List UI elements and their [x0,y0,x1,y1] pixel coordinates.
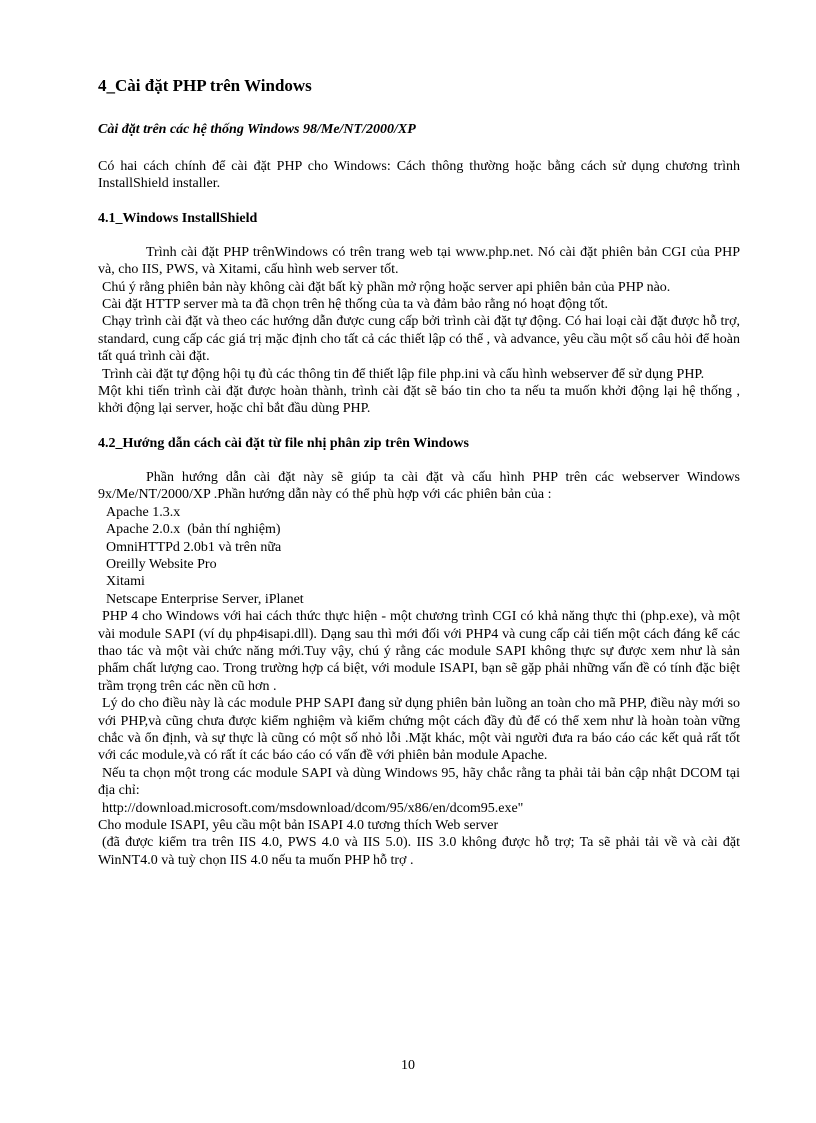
section-1-title: 4.1_Windows InstallShield [98,210,258,226]
server-list-item: Apache 2.0.x (bản thí nghiệm) [106,522,281,538]
intro-paragraph: Có hai cách chính để cài đặt PHP cho Windows: Cách thông thường hoặc bằng cách sử dụng chương trình InstallShield installer. [98,159,740,192]
document-page [98,76,740,869]
section-1-paragraph: Cài đặt HTTP server mà ta đã chọn trên hệ thống của ta và đảm bảo rằng nó hoạt động tốt. [102,297,609,313]
server-list-item: Netscape Enterprise Server, iPlanet [106,591,304,607]
server-list-item: Xitami [106,574,145,590]
page-heading: 4_Cài đặt PHP trên Windows [98,76,312,95]
section-2-paragraph: Lý do cho điều này là các module PHP SAPI đang sử dụng phiên bản luồng an toàn cho mã PHP, điều này mới so với PHP,và cũng chưa được kiểm nghiệm và kiểm chứng một cách đầy đủ để có thể xem như là hoàn toàn vững chắc và ổn định, và sự thực là cũng có một số nhỏ lỗi .Mặt khác, một vài người đưa ra báo cáo các kết quả rất tốt với các module,và có rất ít các báo cáo có vấn đề với phiên bản module Apache. [98,696,740,764]
section-2-title: 4.2_Hướng dẫn cách cài đặt từ file nhị phân zip trên Windows [98,435,469,451]
section-2-paragraph: Nếu ta chọn một trong các module SAPI và dùng Windows 95, hãy chắc rằng ta phải tải bản cập nhật DCOM tại địa chỉ: [98,765,740,799]
page-number: 10 [401,1058,415,1073]
section-2-paragraph: (đã được kiểm tra trên IIS 4.0, PWS 4.0 và IIS 5.0). IIS 3.0 không được hỗ trợ; Ta sẽ phải tải về và cài đặt WinNT4.0 và tuỳ chọn IIS 4.0 nếu ta muốn PHP hỗ trợ . [98,835,740,868]
section-2-paragraph: PHP 4 cho Windows với hai cách thức thực hiện - một chương trình CGI có khả năng thực thi (php.exe), và một vài module SAPI (ví dụ php4isapi.dll). Dạng sau thì mới đối với PHP4 và cung cấp cải tiến một cách đáng kể các thao tác và một vài chức năng mới.Tuy vậy, chú ý rằng các module SAPI không thực sự được xem như là sản phẩm chất lượng cao. Trong trường hợp cá biệt, với module ISAPI, bạn sẽ gặp phải những vấn đề có tính đặc biệt trầm trọng trên các nền cũ hơn . [98,609,740,694]
section-1-paragraph: Một khi tiến trình cài đặt được hoàn thành, trình cài đặt sẽ báo tin cho ta nếu ta muốn khởi động lại hệ thống , khởi động lại server, hoặc chỉ bắt đầu dùng PHP. [98,384,740,417]
section-2-paragraph: Cho module ISAPI, yêu cầu một bản ISAPI 4.0 tương thích Web server [98,818,499,833]
server-list-item: Oreilly Website Pro [106,556,217,572]
page-subtitle: Cài đặt trên các hệ thống Windows 98/Me/NT/2000/XP [98,122,416,137]
section-1-paragraph: Chú ý rằng phiên bản này không cài đặt bất kỳ phần mở rộng hoặc server api phiên bản của PHP nào. [102,279,671,295]
section-2-lead: Phần hướng dẫn cài đặt này sẽ giúp ta cài đặt và cấu hình PHP trên các webserver Windows 9x/Me/NT/2000/XP .Phần hướng dẫn này có thể phù hợp với các phiên bản của : [98,469,740,503]
server-list-item: OmniHTTPd 2.0b1 và trên nữa [106,539,282,555]
dcom-download-url: http://download.microsoft.com/msdownload/dcom/95/x86/en/dcom95.exe" [102,800,524,816]
section-1-paragraph: Chạy trình cài đặt và theo các hướng dẫn được cung cấp bởi trình cài đặt tự động. Có hai loại cài đặt được hỗ trợ, standard, cung cấp các giá trị mặc định cho tất cả các thiết lập có thể , và advance, yêu cầu một số câu hỏi để hoàn tất quá trình cài đặt. [98,314,740,365]
section-1-paragraph: Trình cài đặt tự động hội tụ đủ các thông tin để thiết lập file php.ini và cấu hình webserver để sử dụng PHP. [102,366,705,382]
section-1-paragraph: Trình cài đặt PHP trênWindows có trên trang web tại www.php.net. Nó cài đặt phiên bản CGI của PHP và, cho IIS, PWS, và Xitami, cấu hình web server tốt. [98,244,740,278]
server-list-item: Apache 1.3.x [106,504,181,520]
